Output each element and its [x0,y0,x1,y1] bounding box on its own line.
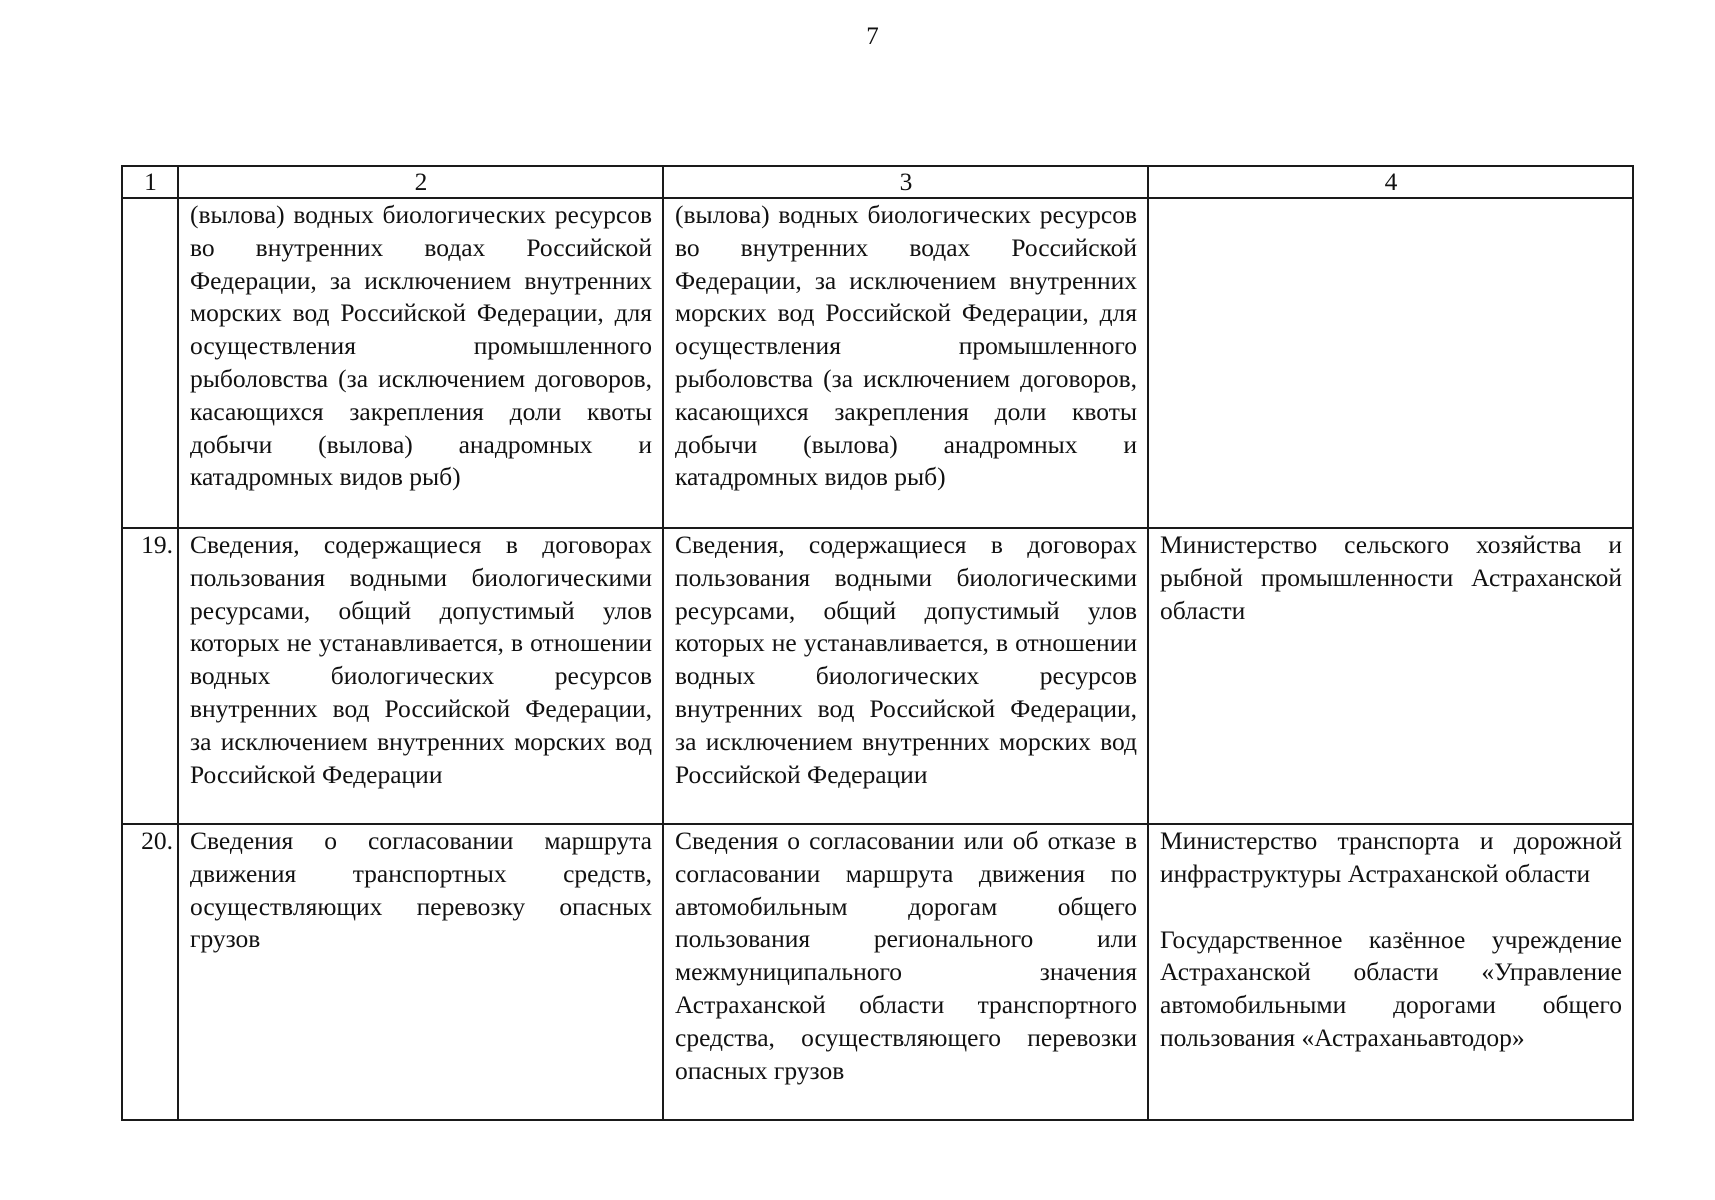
header-col-3: 3 [663,166,1148,198]
header-col-4: 4 [1148,166,1633,198]
provided-info: Сведения о согласовании или об отказе в согласовании маршрута движения по автомобильным дорогам общего пользования регионального или межмуниципального значения Астраханской области транспортного средства, осуществляющего перевозки опасных грузов [663,824,1148,1120]
provided-info: Сведения, содержащиеся в договорах пользования водными биологическими ресурсами, общий допустимый улов которых не устанавливается, в отношении водных биологических ресурсов внутренних вод Российской Федерации, за исключением внутренних морских вод Российской Федерации [663,528,1148,824]
responsible-body [1148,824,1633,1120]
row-number: 19. [122,528,178,824]
table-row-20 [122,824,1633,1120]
provided-info: (вылова) водных биологических ресурсов во внутренних водах Российской Федерации, за исключением внутренних морских вод Российской Федерации, для осуществления промышленного рыболовства (за исключением договоров, касающихся закрепления доли квоты добычи (вылова) анадромных и катадромных видов рыб) [663,198,1148,528]
table-row-19 [122,528,1633,824]
row-number [122,198,178,528]
responsible-body-secondary: Государственное казённое учреждение Астраханской области «Управление автомобильными дорогами общего пользования «Астраханьавтодор» [1160,924,1622,1052]
responsible-body [1148,528,1633,824]
page-number: 7 [866,23,879,50]
header-col-2: 2 [178,166,663,198]
header-col-1: 1 [122,166,178,198]
responsible-body-primary: Министерство сельского хозяйства и рыбной промышленности Астраханской области [1160,530,1622,625]
info-description: Сведения о согласовании маршрута движения транспортных средств, осуществляющих перевозку опасных грузов [178,824,663,1120]
info-description: Сведения, содержащиеся в договорах пользования водными биологическими ресурсами, общий допустимый улов которых не устанавливается, в отношении водных биологических ресурсов внутренних вод Российской Федерации, за исключением внутренних морских вод Российской Федерации [178,528,663,824]
responsible-body-primary: Министерство транспорта и дорожной инфраструктуры Астраханской области [1160,826,1622,888]
responsible-body [1148,198,1633,528]
document-table [121,165,1634,1121]
table-header [122,166,1633,198]
info-description: (вылова) водных биологических ресурсов во внутренних водах Российской Федерации, за исключением внутренних морских вод Российской Федерации, для осуществления промышленного рыболовства (за исключением договоров, касающихся закрепления доли квоты добычи (вылова) анадромных и катадромных видов рыб) [178,198,663,528]
row-number: 20. [122,824,178,1120]
table-row-continuation [122,198,1633,528]
header-row [122,166,1633,198]
table-body [122,198,1633,1120]
